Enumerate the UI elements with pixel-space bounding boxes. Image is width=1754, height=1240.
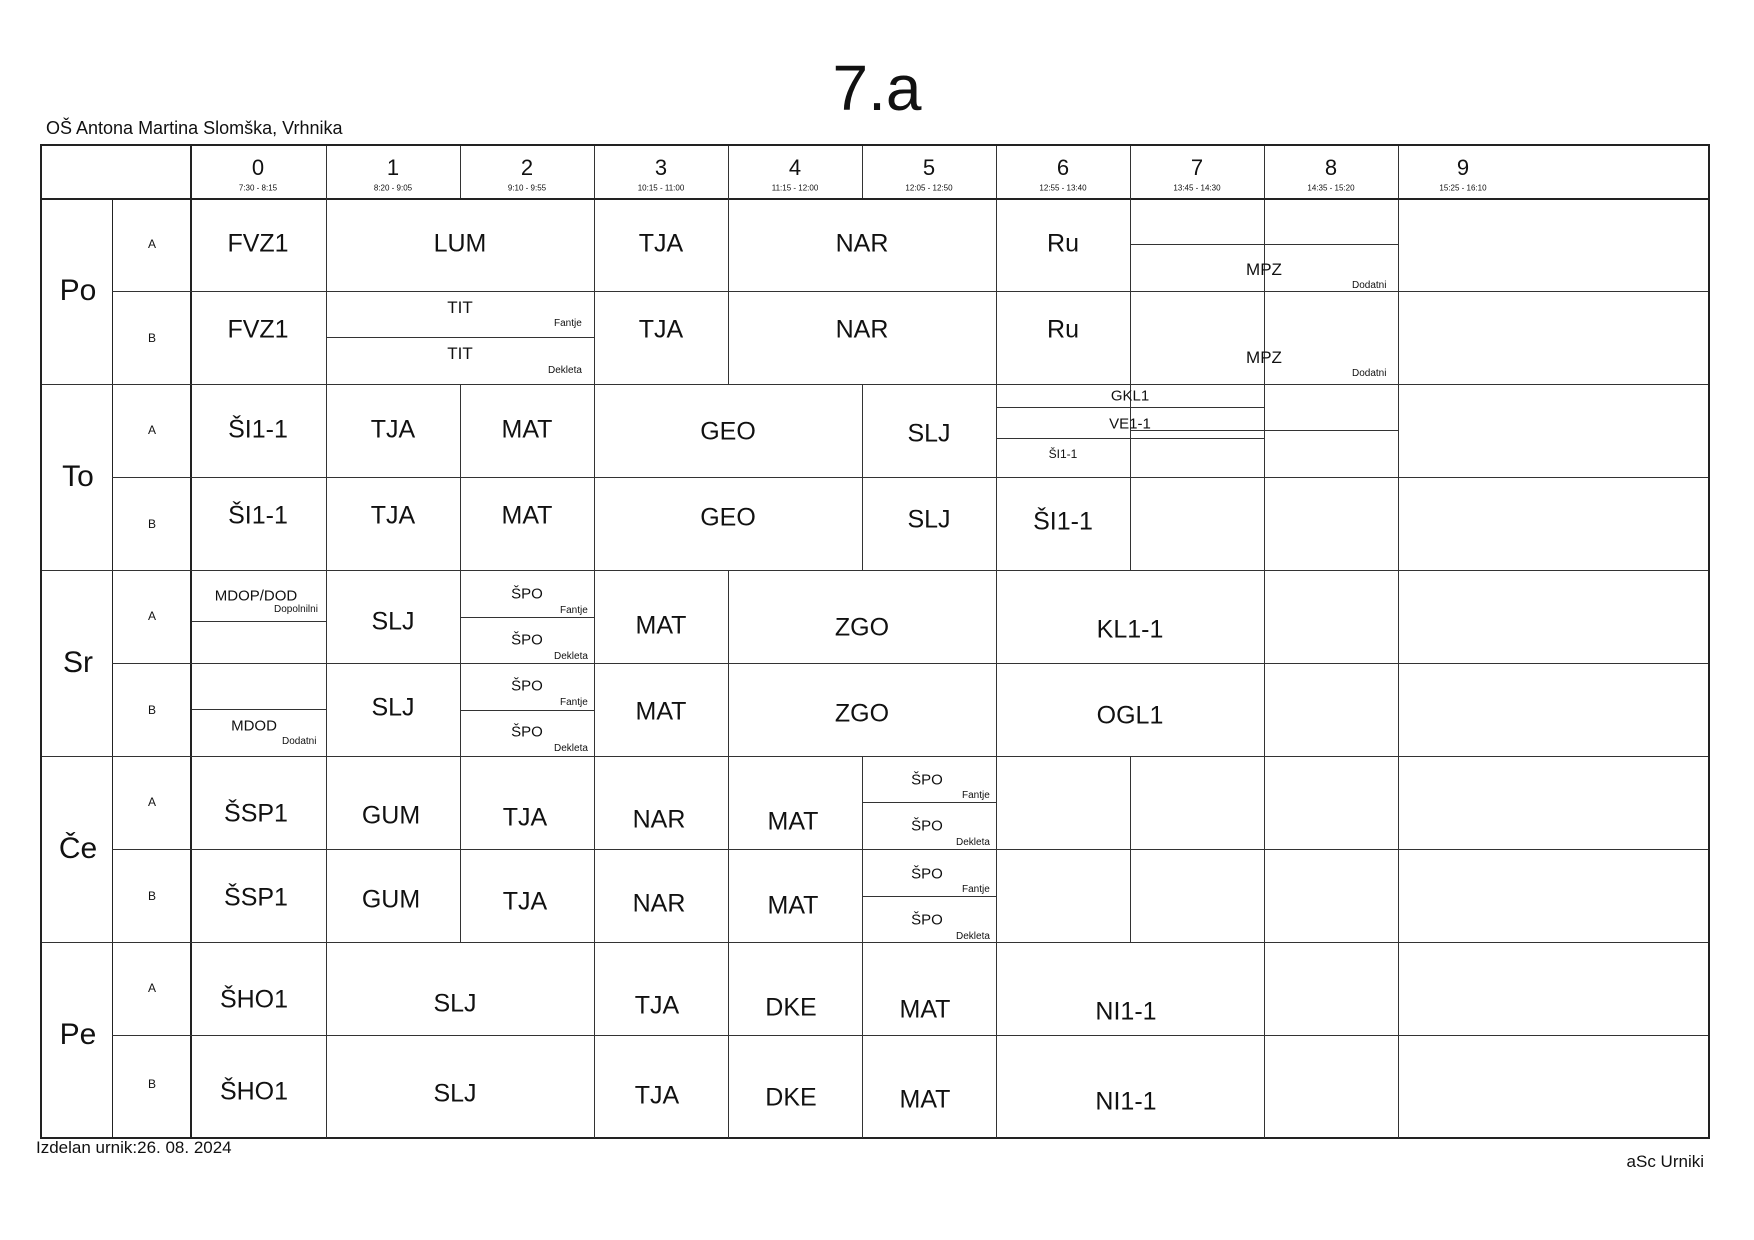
lesson-cell: MAT [501,501,553,530]
lesson-note: Fantje [962,790,990,801]
group-label: A [147,609,157,623]
lesson-cell: NAR [632,889,686,918]
day-label-ce: Če [58,832,98,865]
lesson-cell: TJA [634,1081,680,1110]
lesson-note: Fantje [560,605,588,616]
lesson-cell: ŠI1-1 [228,415,288,444]
lesson-cell: NI1-1 [1095,997,1157,1026]
lesson-note: Dopolnilni [274,604,318,615]
lesson-note: Dodatni [1352,280,1387,291]
lesson-cell: MDOD [231,717,277,735]
lesson-cell: ŠPO [511,677,543,695]
lesson-cell: ŠPO [511,585,543,603]
lesson-cell: ŠHO1 [219,985,289,1014]
lesson-cell: MAT [899,1085,951,1114]
lesson-note: Dodatni [1352,368,1387,379]
lesson-cell: ŠPO [511,631,543,649]
lesson-cell: ŠPO [911,817,943,835]
lesson-cell: TIT [447,298,473,317]
lesson-cell: DKE [765,993,817,1022]
day-label-po: Po [59,274,97,307]
lesson-note: Dekleta [554,743,588,754]
lesson-cell: ŠPO [911,911,943,929]
lesson-cell: SLJ [433,989,477,1018]
lesson-cell: SLJ [371,607,415,636]
lesson-cell: NAR [835,315,889,344]
group-label: B [147,703,157,717]
lesson-note: Dekleta [548,365,582,376]
group-label: B [147,517,157,531]
lesson-note: Dodatni [282,736,317,747]
lesson-cell: FVZ1 [227,315,289,344]
lesson-cell: NAR [835,229,889,258]
lesson-cell: OGL1 [1096,701,1164,730]
lesson-cell: GUM [361,885,421,914]
lesson-cell: VE1-1 [1109,415,1151,433]
lesson-cell: KL1-1 [1096,615,1164,644]
lesson-cell: NI1-1 [1095,1087,1157,1116]
lesson-cell: GUM [361,801,421,830]
lesson-cell: MAT [501,415,553,444]
group-label: A [147,237,157,251]
lesson-cell: TJA [638,229,684,258]
lesson-cell: MAT [635,697,687,726]
lesson-cell: ŠI1-1 [1033,507,1093,536]
lesson-cell: SLJ [907,419,951,448]
lesson-cell: NAR [632,805,686,834]
group-label: B [147,889,157,903]
lesson-cell: Ru [1047,315,1079,344]
lesson-cell: Ru [1047,229,1079,258]
lesson-cell: ŠPO [911,771,943,789]
lesson-cell: SLJ [371,693,415,722]
lesson-note: Fantje [554,318,582,329]
group-label: A [147,795,157,809]
generated-date: Izdelan urnik:26. 08. 2024 [36,1138,232,1157]
lesson-note: Fantje [962,884,990,895]
lesson-cell: MPZ [1246,260,1282,279]
lesson-cell: ŠHO1 [219,1077,289,1106]
lesson-cell: ŠI1-1 [228,501,288,530]
group-label: B [147,331,157,345]
lesson-cell: GKL1 [1110,387,1150,405]
lesson-cell: ŠPO [511,723,543,741]
lesson-cell: ŠPO [911,865,943,883]
lesson-cell: ŠSP1 [224,883,288,912]
timetable-grid: 0 7:30 - 8:15 1 8:20 - 9:05 2 9:10 - 9:55 3 10:15 - 11:00 4 11:15 - 12:00 5 12:05 - 12:50 6 12:55 - 13:40 7 13:45 - 14:30 8 14:35 - 15:20 9 15:25 - 16:10 Po To Sr Če Pe A B A B A B A B A B FVZ1 LUM TJA NAR Ru MPZ Dodatni FVZ1 TIT Fantje TIT Dekleta TJA NAR Ru MPZ Dodatni ŠI1-1 TJA MAT GEO SLJ GKL1 VE1-1 ŠI1-1 ŠI1-1 TJA MAT GEO SLJ ŠI1-1 MDOP/DOD Dopolnilni SLJ ŠPO Fantje ŠPO Dekleta MAT ZGO KL1-1 MDOD Dodatni SLJ ŠPO Fantje ŠPO Dekleta MAT ZGO OGL1 ŠSP1 GUM TJA NAR MAT ŠPO Fantje ŠPO Dekleta ŠSP1 GUM TJA NAR MAT ŠPO Fantje ŠPO Dekleta ŠHO1 SLJ TJA DKE MAT NI1-1 ŠHO1 SLJ TJA DKE MAT NI1-1 [40,144,1710,1139]
lesson-cell: ŠSP1 [224,799,288,828]
lesson-cell: GEO [700,503,756,532]
lesson-cell: TJA [502,803,548,832]
lesson-cell: TJA [370,501,416,530]
lesson-cell: ŠI1-1 [1048,447,1078,461]
lesson-cell: TIT [447,344,473,363]
lesson-note: Dekleta [956,931,990,942]
group-label: B [147,1077,157,1091]
lesson-cell: TJA [370,415,416,444]
lesson-cell: GEO [700,417,756,446]
day-label-pe: Pe [59,1018,97,1051]
lesson-cell: ZGO [834,699,890,728]
lesson-cell: FVZ1 [227,229,289,258]
lesson-cell: SLJ [433,1079,477,1108]
lesson-cell: TJA [634,991,680,1020]
lesson-cell: MDOP/DOD [214,587,298,605]
lesson-cell: SLJ [907,505,951,534]
software-credit: aSc Urniki [1626,1152,1704,1171]
lesson-cell: MAT [899,995,951,1024]
day-label-to: To [62,460,94,493]
school-name: OŠ Antona Martina Slomška, Vrhnika [46,118,343,138]
lesson-cell: MAT [767,891,819,920]
lesson-cell: DKE [765,1083,817,1112]
group-label: A [147,423,157,437]
lesson-cell: MPZ [1246,348,1282,367]
lesson-note: Dekleta [554,651,588,662]
lesson-note: Dekleta [956,837,990,848]
lesson-cell: MAT [767,807,819,836]
lesson-note: Fantje [560,697,588,708]
group-label: A [147,981,157,995]
page-title: 7.a [832,52,922,124]
lesson-cell: MAT [635,611,687,640]
lesson-cell: LUM [433,229,487,258]
lesson-cell: TJA [502,887,548,916]
lesson-cell: ZGO [834,613,890,642]
lesson-cell: TJA [638,315,684,344]
day-label-sr: Sr [63,646,93,679]
